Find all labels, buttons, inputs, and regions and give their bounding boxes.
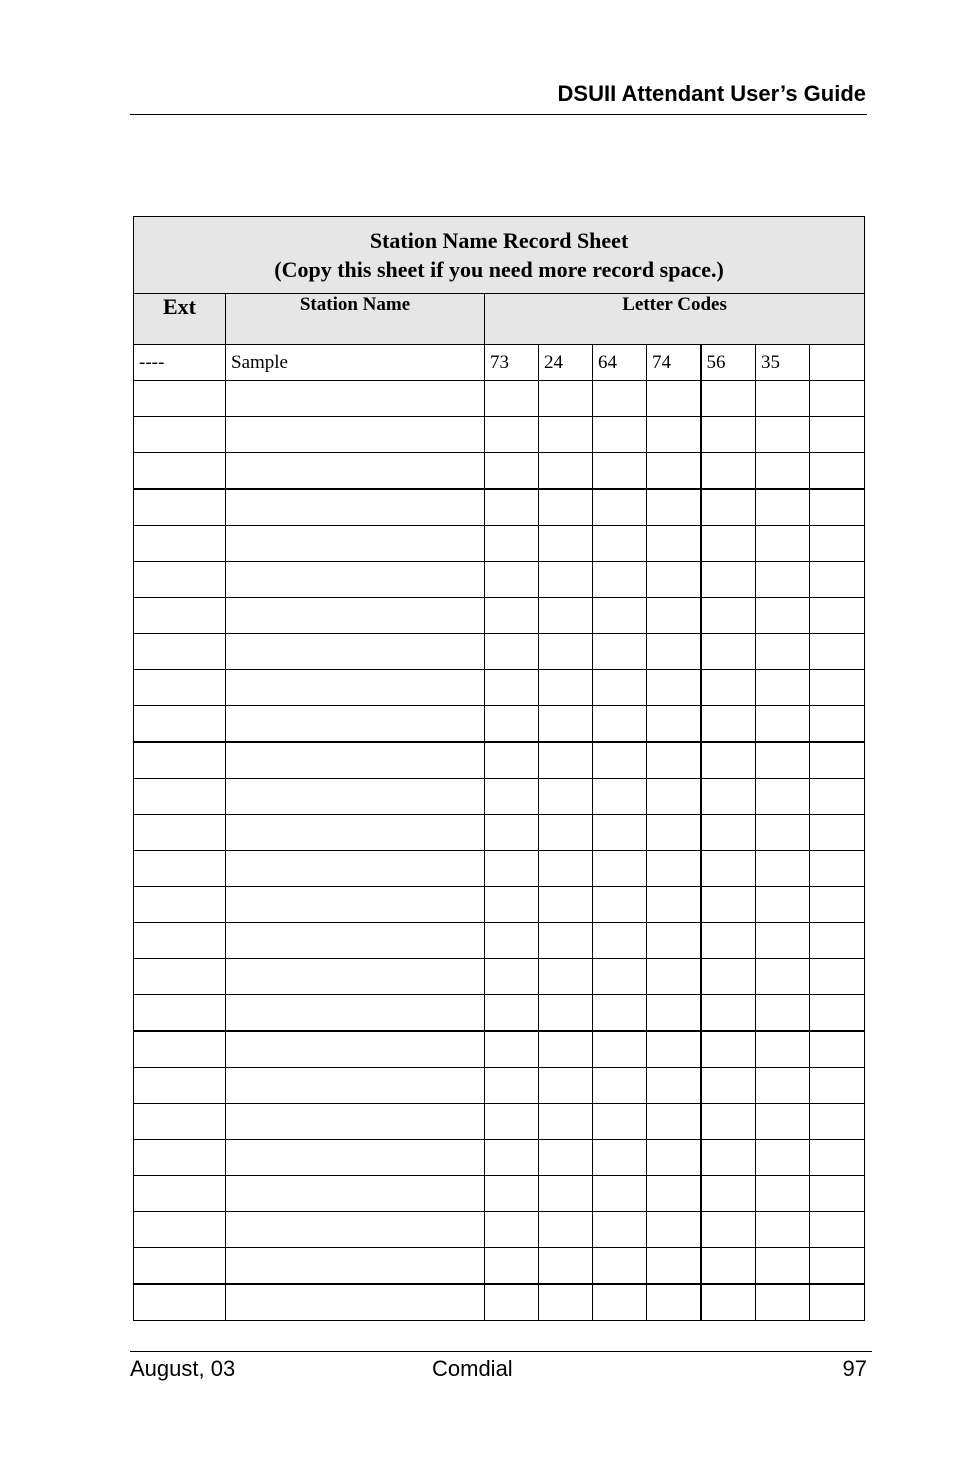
station-name-cell xyxy=(226,417,485,453)
record-row xyxy=(134,634,865,670)
code-cell xyxy=(485,1176,539,1212)
code-cell xyxy=(756,815,810,851)
code-cell xyxy=(539,959,593,995)
record-row xyxy=(134,381,865,417)
code-cell xyxy=(810,887,865,923)
sample-row xyxy=(134,345,865,381)
code-cell xyxy=(539,1068,593,1104)
code-cell xyxy=(647,1212,701,1248)
code-cell xyxy=(593,381,647,417)
code-cell xyxy=(701,489,756,526)
code-cell xyxy=(485,1068,539,1104)
code-cell xyxy=(485,1104,539,1140)
code-cell xyxy=(701,887,756,923)
code-cell xyxy=(593,453,647,490)
code-cell xyxy=(593,670,647,706)
code-cell xyxy=(756,1284,810,1321)
code-cell xyxy=(701,381,756,417)
code-cell xyxy=(485,1284,539,1321)
code-cell xyxy=(701,598,756,634)
record-row xyxy=(134,526,865,562)
code-cell xyxy=(701,526,756,562)
code-cell xyxy=(647,995,701,1032)
record-row xyxy=(134,742,865,779)
code-cell xyxy=(756,706,810,743)
station-name-cell xyxy=(226,1031,485,1068)
code-cell xyxy=(593,887,647,923)
record-row xyxy=(134,1176,865,1212)
code-cell xyxy=(810,851,865,887)
code-cell xyxy=(810,634,865,670)
code-cell xyxy=(756,562,810,598)
sample-code-cell xyxy=(810,345,865,381)
code-cell xyxy=(593,1068,647,1104)
code-cell xyxy=(701,670,756,706)
code-cell xyxy=(485,1212,539,1248)
footer-page-number: 97 xyxy=(842,1356,867,1381)
code-cell xyxy=(810,923,865,959)
sheet-title xyxy=(134,217,865,294)
code-cell xyxy=(485,489,539,526)
record-row xyxy=(134,1212,865,1248)
code-cell xyxy=(701,959,756,995)
code-cell xyxy=(593,526,647,562)
code-cell xyxy=(756,1212,810,1248)
code-cell xyxy=(485,1140,539,1176)
station-name-cell xyxy=(226,851,485,887)
ext-cell xyxy=(134,959,226,995)
code-cell xyxy=(756,1140,810,1176)
record-row xyxy=(134,1104,865,1140)
record-row xyxy=(134,887,865,923)
station-name-cell xyxy=(226,634,485,670)
code-cell xyxy=(810,381,865,417)
code-cell xyxy=(701,706,756,743)
code-cell xyxy=(539,453,593,490)
code-cell xyxy=(593,562,647,598)
code-cell xyxy=(756,1031,810,1068)
sample-ext-cell: ---- xyxy=(134,345,226,381)
record-row xyxy=(134,417,865,453)
station-name-cell xyxy=(226,1140,485,1176)
record-row xyxy=(134,598,865,634)
code-cell xyxy=(485,959,539,995)
code-cell xyxy=(647,923,701,959)
code-cell xyxy=(485,417,539,453)
code-cell xyxy=(810,779,865,815)
code-cell xyxy=(756,417,810,453)
code-cell xyxy=(756,779,810,815)
code-cell xyxy=(756,1068,810,1104)
record-row xyxy=(134,1140,865,1176)
code-cell xyxy=(593,1176,647,1212)
station-name-cell xyxy=(226,1068,485,1104)
record-row xyxy=(134,489,865,526)
code-cell xyxy=(647,634,701,670)
code-cell xyxy=(539,995,593,1032)
code-cell xyxy=(756,489,810,526)
code-cell xyxy=(701,1104,756,1140)
code-cell xyxy=(539,887,593,923)
record-row xyxy=(134,1031,865,1068)
code-cell xyxy=(593,598,647,634)
code-cell xyxy=(810,1068,865,1104)
code-cell xyxy=(701,1212,756,1248)
sample-code-cell: 56 xyxy=(701,345,756,381)
code-cell xyxy=(647,1031,701,1068)
code-cell xyxy=(593,489,647,526)
code-cell xyxy=(810,995,865,1032)
station-name-cell xyxy=(226,995,485,1032)
code-cell xyxy=(701,1284,756,1321)
station-name-cell xyxy=(226,1176,485,1212)
code-cell xyxy=(647,1176,701,1212)
code-cell xyxy=(810,417,865,453)
code-cell xyxy=(647,562,701,598)
code-cell xyxy=(756,851,810,887)
code-cell xyxy=(810,1140,865,1176)
code-cell xyxy=(810,453,865,490)
code-cell xyxy=(756,1104,810,1140)
ext-cell xyxy=(134,1140,226,1176)
code-cell xyxy=(756,1248,810,1285)
record-row xyxy=(134,453,865,490)
ext-cell xyxy=(134,995,226,1032)
ext-cell xyxy=(134,1212,226,1248)
ext-cell xyxy=(134,1176,226,1212)
code-cell xyxy=(539,1212,593,1248)
code-cell xyxy=(593,959,647,995)
station-name-cell xyxy=(226,526,485,562)
code-cell xyxy=(810,1284,865,1321)
code-cell xyxy=(539,670,593,706)
code-cell xyxy=(539,1248,593,1285)
ext-cell xyxy=(134,1248,226,1285)
code-cell xyxy=(756,887,810,923)
code-cell xyxy=(701,779,756,815)
sheet-rows xyxy=(134,345,865,1321)
station-name-cell xyxy=(226,779,485,815)
sample-code-cell: 24 xyxy=(539,345,593,381)
code-cell xyxy=(810,742,865,779)
code-cell xyxy=(810,526,865,562)
station-name-cell xyxy=(226,1212,485,1248)
code-cell xyxy=(539,1140,593,1176)
code-cell xyxy=(647,598,701,634)
code-cell xyxy=(539,851,593,887)
code-cell xyxy=(647,453,701,490)
code-cell xyxy=(485,453,539,490)
code-cell xyxy=(539,742,593,779)
code-cell xyxy=(701,1031,756,1068)
code-cell xyxy=(810,489,865,526)
code-cell xyxy=(756,923,810,959)
station-name-cell xyxy=(226,562,485,598)
record-row xyxy=(134,815,865,851)
ext-cell xyxy=(134,453,226,490)
station-name-cell xyxy=(226,453,485,490)
code-cell xyxy=(701,453,756,490)
code-cell xyxy=(810,1248,865,1285)
code-cell xyxy=(593,706,647,743)
ext-cell xyxy=(134,1068,226,1104)
ext-cell xyxy=(134,526,226,562)
code-cell xyxy=(539,1284,593,1321)
code-cell xyxy=(485,381,539,417)
code-cell xyxy=(756,959,810,995)
station-name-cell xyxy=(226,1248,485,1285)
code-cell xyxy=(756,1176,810,1212)
code-cell xyxy=(810,1031,865,1068)
sample-station-name-cell: Sample xyxy=(226,345,485,381)
code-cell xyxy=(485,815,539,851)
record-row xyxy=(134,706,865,743)
code-cell xyxy=(539,1031,593,1068)
code-cell xyxy=(701,923,756,959)
running-header-title: DSUII Attendant User’s Guide xyxy=(557,81,866,106)
code-cell xyxy=(485,923,539,959)
station-name-cell xyxy=(226,670,485,706)
record-row xyxy=(134,995,865,1032)
code-cell xyxy=(539,489,593,526)
code-cell xyxy=(539,634,593,670)
code-cell xyxy=(647,417,701,453)
code-cell xyxy=(593,1104,647,1140)
code-cell xyxy=(485,526,539,562)
sample-code-cell: 74 xyxy=(647,345,701,381)
code-cell xyxy=(701,562,756,598)
code-cell xyxy=(701,1068,756,1104)
station-name-cell xyxy=(226,815,485,851)
code-cell xyxy=(647,1104,701,1140)
record-row xyxy=(134,562,865,598)
code-cell xyxy=(647,706,701,743)
record-row xyxy=(134,851,865,887)
ext-cell xyxy=(134,815,226,851)
station-name-cell xyxy=(226,381,485,417)
code-cell xyxy=(756,598,810,634)
sample-code-cell: 35 xyxy=(756,345,810,381)
code-cell xyxy=(810,706,865,743)
record-row xyxy=(134,779,865,815)
code-cell xyxy=(539,417,593,453)
code-cell xyxy=(810,959,865,995)
ext-cell xyxy=(134,417,226,453)
ext-cell xyxy=(134,489,226,526)
footer-company: Comdial xyxy=(432,1356,513,1381)
code-cell xyxy=(539,1176,593,1212)
code-cell xyxy=(756,670,810,706)
code-cell xyxy=(485,634,539,670)
station-name-cell xyxy=(226,706,485,743)
code-cell xyxy=(539,815,593,851)
header-divider xyxy=(130,114,867,115)
record-row xyxy=(134,670,865,706)
code-cell xyxy=(593,1140,647,1176)
code-cell xyxy=(647,851,701,887)
code-cell xyxy=(647,742,701,779)
code-cell xyxy=(647,489,701,526)
footer-date: August, 03 xyxy=(130,1356,236,1381)
code-cell xyxy=(756,634,810,670)
code-cell xyxy=(647,887,701,923)
code-cell xyxy=(593,417,647,453)
sample-code-cell: 64 xyxy=(593,345,647,381)
code-cell xyxy=(485,742,539,779)
code-cell xyxy=(810,1176,865,1212)
ext-cell xyxy=(134,1031,226,1068)
code-cell xyxy=(647,526,701,562)
record-row xyxy=(134,1248,865,1285)
code-cell xyxy=(485,598,539,634)
code-cell xyxy=(647,959,701,995)
code-cell xyxy=(485,562,539,598)
code-cell xyxy=(539,706,593,743)
station-name-cell xyxy=(226,598,485,634)
ext-cell xyxy=(134,670,226,706)
code-cell xyxy=(701,634,756,670)
code-cell xyxy=(701,417,756,453)
code-cell xyxy=(647,815,701,851)
ext-cell xyxy=(134,634,226,670)
record-row xyxy=(134,959,865,995)
code-cell xyxy=(485,995,539,1032)
station-name-cell xyxy=(226,887,485,923)
ext-cell xyxy=(134,598,226,634)
code-cell xyxy=(647,381,701,417)
code-cell xyxy=(485,779,539,815)
code-cell xyxy=(593,742,647,779)
code-cell xyxy=(593,779,647,815)
ext-cell xyxy=(134,1284,226,1321)
code-cell xyxy=(647,1284,701,1321)
ext-cell xyxy=(134,923,226,959)
code-cell xyxy=(539,598,593,634)
code-cell xyxy=(485,706,539,743)
code-cell xyxy=(647,670,701,706)
code-cell xyxy=(485,1031,539,1068)
code-cell xyxy=(647,1068,701,1104)
code-cell xyxy=(539,1104,593,1140)
code-cell xyxy=(539,562,593,598)
code-cell xyxy=(756,453,810,490)
station-name-cell xyxy=(226,1284,485,1321)
station-name-cell xyxy=(226,959,485,995)
code-cell xyxy=(701,1140,756,1176)
code-cell xyxy=(701,851,756,887)
code-cell xyxy=(647,1248,701,1285)
code-cell xyxy=(756,995,810,1032)
code-cell xyxy=(647,1140,701,1176)
station-name-cell xyxy=(226,1104,485,1140)
station-name-record-sheet xyxy=(133,216,865,1321)
ext-cell xyxy=(134,1104,226,1140)
ext-cell xyxy=(134,562,226,598)
ext-cell xyxy=(134,887,226,923)
code-cell xyxy=(485,670,539,706)
ext-cell xyxy=(134,381,226,417)
code-cell xyxy=(701,815,756,851)
station-name-cell xyxy=(226,489,485,526)
code-cell xyxy=(593,634,647,670)
code-cell xyxy=(701,1248,756,1285)
code-cell xyxy=(593,851,647,887)
code-cell xyxy=(485,851,539,887)
code-cell xyxy=(810,1104,865,1140)
code-cell xyxy=(756,526,810,562)
sample-code-cell: 73 xyxy=(485,345,539,381)
record-row xyxy=(134,1284,865,1321)
station-name-cell xyxy=(226,923,485,959)
code-cell xyxy=(593,995,647,1032)
ext-cell xyxy=(134,742,226,779)
code-cell xyxy=(810,670,865,706)
code-cell xyxy=(539,923,593,959)
code-cell xyxy=(593,1248,647,1285)
ext-cell xyxy=(134,851,226,887)
code-cell xyxy=(756,381,810,417)
sheet-subtitle-line: (Copy this sheet if you need more record space.) xyxy=(274,257,724,282)
station-name-cell xyxy=(226,742,485,779)
code-cell xyxy=(593,1284,647,1321)
code-cell xyxy=(701,1176,756,1212)
code-cell xyxy=(810,562,865,598)
code-cell xyxy=(539,779,593,815)
code-cell xyxy=(593,923,647,959)
code-cell xyxy=(593,1031,647,1068)
ext-cell xyxy=(134,779,226,815)
column-header-letter-codes: Letter Codes xyxy=(485,294,865,345)
record-row xyxy=(134,923,865,959)
code-cell xyxy=(593,815,647,851)
column-header-ext: Ext xyxy=(134,294,226,345)
code-cell xyxy=(485,1248,539,1285)
code-cell xyxy=(539,526,593,562)
sheet-title-line: Station Name Record Sheet xyxy=(369,228,629,253)
code-cell xyxy=(810,598,865,634)
code-cell xyxy=(756,742,810,779)
record-row xyxy=(134,1068,865,1104)
code-cell xyxy=(701,995,756,1032)
code-cell xyxy=(810,1212,865,1248)
column-header-station-name: Station Name xyxy=(226,294,485,345)
code-cell xyxy=(701,742,756,779)
footer-divider xyxy=(130,1351,872,1352)
code-cell xyxy=(485,887,539,923)
code-cell xyxy=(647,779,701,815)
ext-cell xyxy=(134,706,226,743)
code-cell xyxy=(810,815,865,851)
code-cell xyxy=(539,381,593,417)
code-cell xyxy=(593,1212,647,1248)
